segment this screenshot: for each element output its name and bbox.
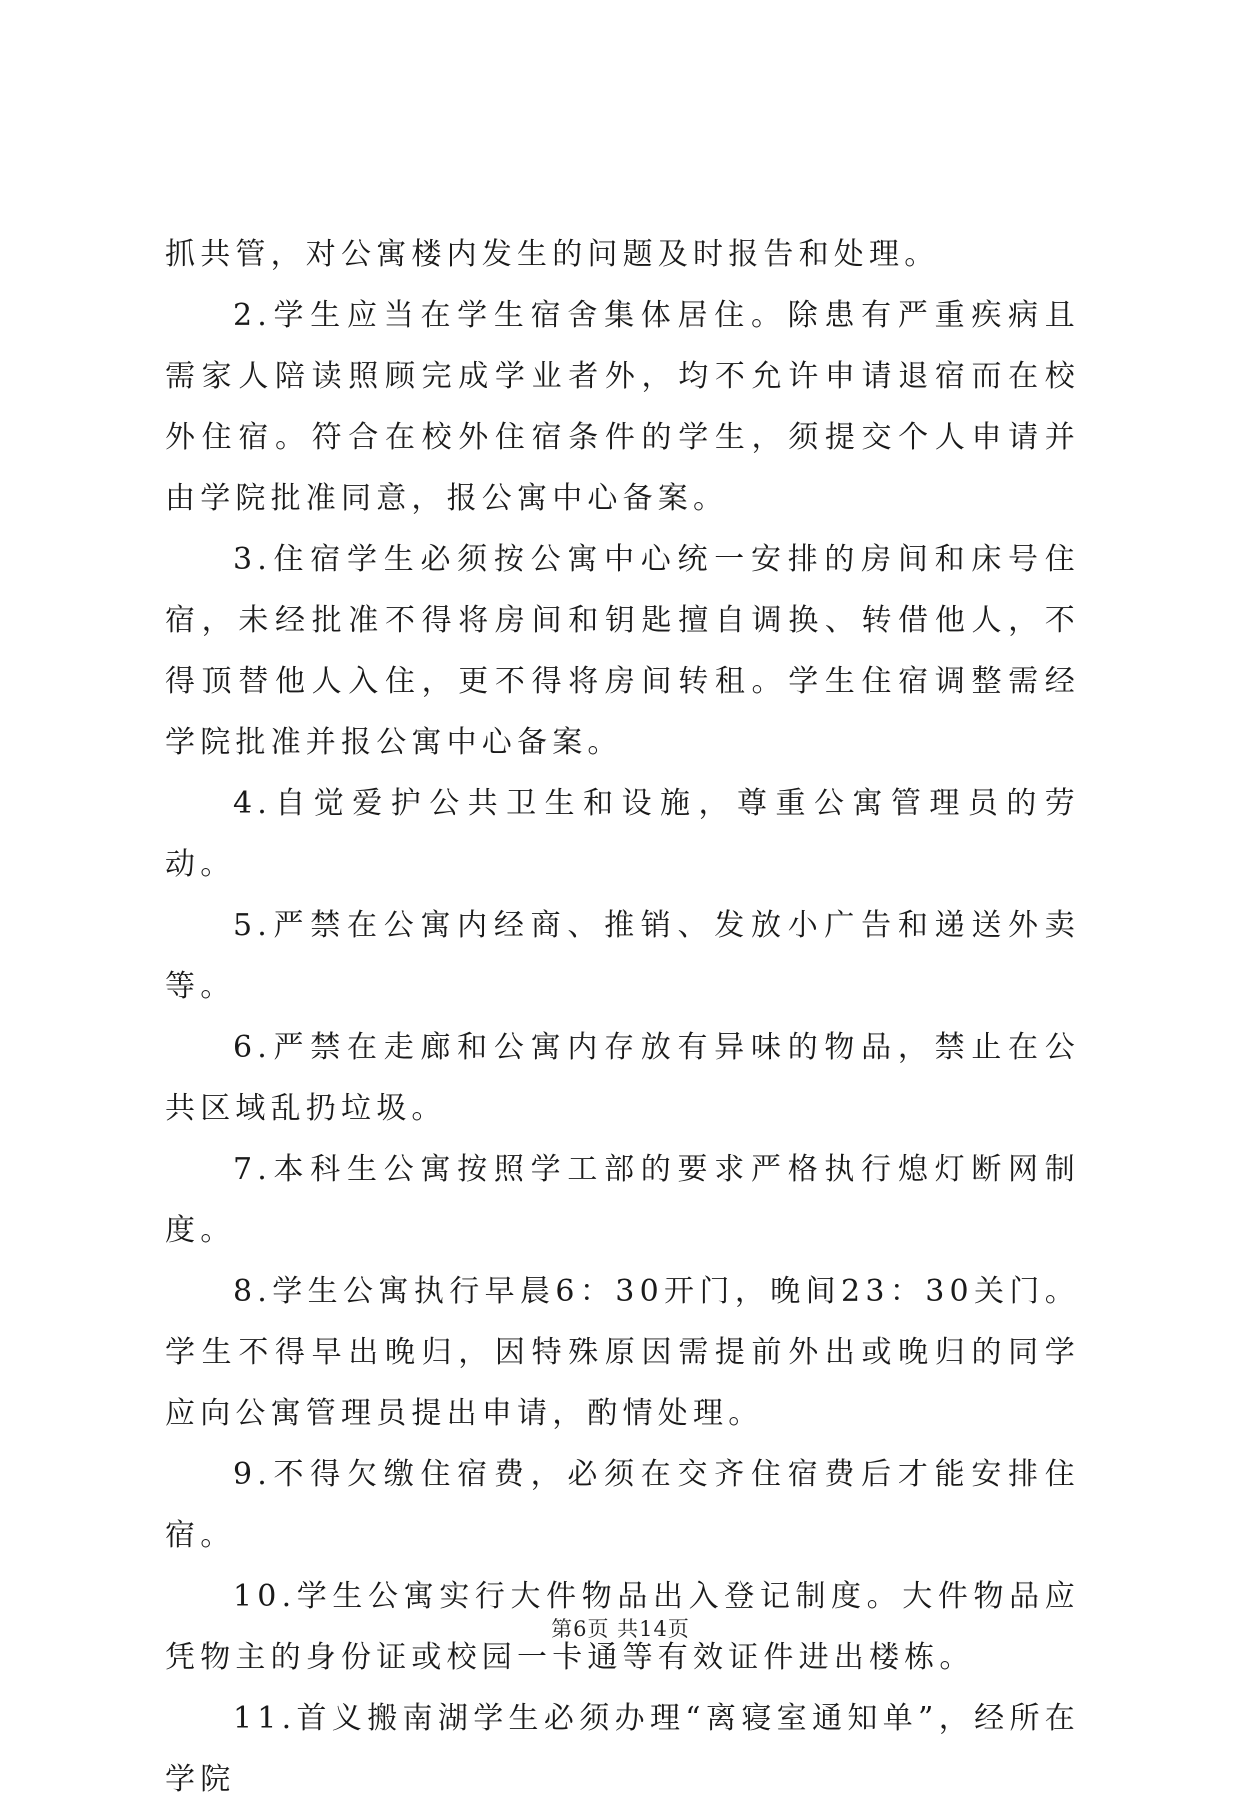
paragraph-item-6: 6.严禁在走廊和公寓内存放有异味的物品，禁止在公共区域乱扔垃圾。 — [165, 1030, 1080, 1126]
paragraph-item-10: 10.学生公寓实行大件物品出入登记制度。大件物品应凭物主的身份证或校园一卡通等有效证件进出楼栋。 — [165, 1579, 1080, 1675]
paragraph-continuation: 抓共管，对公寓楼内发生的问题及时报告和处理。 — [165, 237, 940, 272]
paragraph-item-9: 9.不得欠缴住宿费，必须在交齐住宿费后才能安排住宿。 — [165, 1457, 1080, 1553]
paragraph-item-7: 7.本科生公寓按照学工部的要求严格执行熄灯断网制度。 — [165, 1152, 1080, 1248]
paragraph-item-5: 5.严禁在公寓内经商、推销、发放小广告和递送外卖等。 — [165, 908, 1080, 1004]
paragraph-item-11: 11.首义搬南湖学生必须办理“离寝室通知单”，经所在学院 — [165, 1701, 1080, 1797]
paragraph-item-4: 4.自觉爱护公共卫生和设施，尊重公寓管理员的劳动。 — [165, 786, 1080, 882]
document-body — [165, 224, 1080, 1810]
paragraph-item-8: 8.学生公寓执行早晨6：30开门，晚间23：30关门。学生不得早出晚归，因特殊原因需提前外出或晚归的同学应向公寓管理员提出申请，酌情处理。 — [165, 1274, 1080, 1431]
paragraph-item-2: 2.学生应当在学生宿舍集体居住。除患有严重疾病且需家人陪读照顾完成学业者外，均不允许申请退宿而在校外住宿。符合在校外住宿条件的学生，须提交个人申请并由学院批准同意，报公寓中心备案。 — [165, 298, 1080, 516]
page-number-footer: 第6页 共14页 — [551, 1617, 690, 1641]
paragraph-item-3: 3.住宿学生必须按公寓中心统一安排的房间和床号住宿，未经批准不得将房间和钥匙擅自调换、转借他人，不得顶替他人入住，更不得将房间转租。学生住宿调整需经学院批准并报公寓中心备案。 — [165, 542, 1080, 760]
